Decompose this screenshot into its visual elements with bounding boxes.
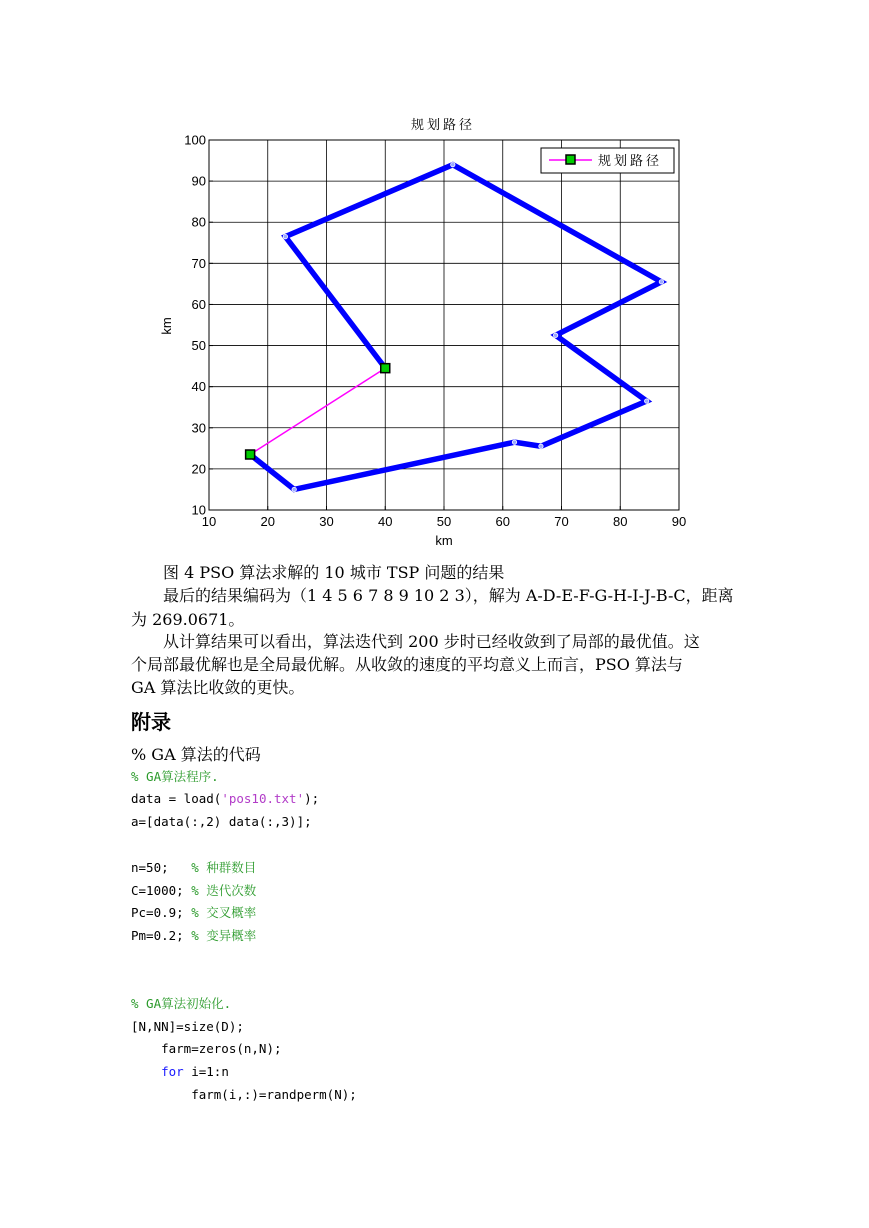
city-point [451, 162, 455, 166]
analysis-paragraph-line-1: 从计算结果可以看出，算法迭代到 200 步时已经收敛到了局部的最优值。这 [163, 632, 700, 651]
code-text: [N,NN]=size(D); [131, 1019, 244, 1034]
analysis-paragraph-line-3: GA 算法比收敛的更快。 [131, 678, 305, 697]
code-text: Pc=0.9; [131, 905, 192, 920]
code-line-3 [131, 814, 312, 830]
code-text: ); [304, 791, 320, 806]
code-comment: % 迭代次数 [191, 883, 257, 898]
code-comment: % 种群数目 [191, 860, 257, 875]
y-tick-label: 100 [184, 132, 206, 148]
y-tick-label: 80 [191, 214, 206, 230]
code-text: a=[data(:,2) data(:,3)]; [131, 814, 312, 829]
y-tick-label: 20 [191, 461, 206, 477]
route-chart [0, 0, 869, 560]
code-line-7 [131, 928, 256, 944]
city-point [644, 399, 648, 403]
y-tick-label: 60 [191, 296, 206, 312]
code-text: Pm=0.2; [131, 928, 192, 943]
legend [541, 148, 674, 173]
legend-label: 规划路径 [598, 153, 663, 168]
code-line-9 [131, 1019, 244, 1035]
code-text: farm(i,:)=randperm(N); [131, 1087, 357, 1102]
code-line-8 [131, 996, 231, 1012]
result-paragraph-line-2: 为 269.0671。 [131, 610, 245, 629]
x-tick-label: 40 [378, 514, 393, 529]
code-keyword: for [161, 1064, 184, 1079]
legend-marker [566, 155, 575, 164]
x-tick-label: 60 [495, 514, 510, 529]
code-text: i=1:n [183, 1064, 229, 1079]
y-tick-label: 70 [191, 255, 206, 271]
endpoint-marker [381, 364, 390, 373]
code-line-11 [131, 1064, 229, 1080]
code-comment: % GA算法初始化. [131, 996, 232, 1011]
x-tick-label: 90 [671, 514, 687, 529]
appendix-heading: 附录 [131, 710, 171, 734]
code-text: n=50; [131, 860, 192, 875]
code-line-5 [131, 883, 256, 899]
y-tick-label: 50 [191, 338, 206, 354]
x-tick-label: 70 [554, 514, 569, 529]
city-point [659, 280, 663, 284]
x-tick-label: 80 [613, 514, 628, 529]
city-point [553, 333, 557, 337]
code-text: farm=zeros(n,N); [131, 1041, 282, 1056]
code-line-2 [131, 791, 319, 807]
code-text [131, 1064, 161, 1079]
code-text: C=1000; [131, 883, 192, 898]
city-point [283, 234, 287, 238]
y-tick-label: 90 [191, 173, 206, 189]
endpoint-marker [246, 450, 255, 459]
code-line-1 [131, 769, 219, 785]
x-tick-label: 50 [436, 514, 452, 529]
code-text: data = load( [131, 791, 222, 806]
chart-title: 规划路径 [410, 117, 476, 132]
code-comment: % 交叉概率 [191, 905, 257, 920]
code-line-10 [131, 1041, 282, 1057]
y-axis-label: km [159, 317, 174, 335]
code-string: 'pos10.txt' [221, 791, 305, 806]
y-tick-label: 30 [191, 420, 206, 436]
y-tick-label: 10 [191, 502, 206, 518]
x-tick-label: 10 [201, 514, 217, 529]
analysis-paragraph-line-2: 个局部最优解也是全局最优解。从收敛的速度的平均意义上而言，PSO 算法与 [131, 655, 683, 674]
x-tick-label: 30 [319, 514, 334, 529]
code-line-4 [131, 860, 256, 876]
city-point [512, 440, 516, 444]
figure-caption: 图 4 PSO 算法求解的 10 城市 TSP 问题的结果 [163, 563, 505, 582]
code-line-6 [131, 905, 256, 921]
result-paragraph-line-1: 最后的结果编码为（1 4 5 6 7 8 9 10 2 3），解为 A-D-E-F-G-H-I-J-B-C，距离 [163, 586, 734, 605]
x-tick-label: 20 [260, 514, 275, 529]
code-line-12 [131, 1087, 357, 1103]
code-intro: % GA 算法的代码 [131, 745, 261, 764]
code-comment: % 变异概率 [191, 928, 257, 943]
y-tick-label: 40 [191, 379, 206, 395]
city-point [292, 487, 296, 491]
code-comment: % GA算法程序. [131, 769, 219, 784]
city-point [539, 444, 543, 448]
x-axis-label: km [435, 533, 453, 548]
